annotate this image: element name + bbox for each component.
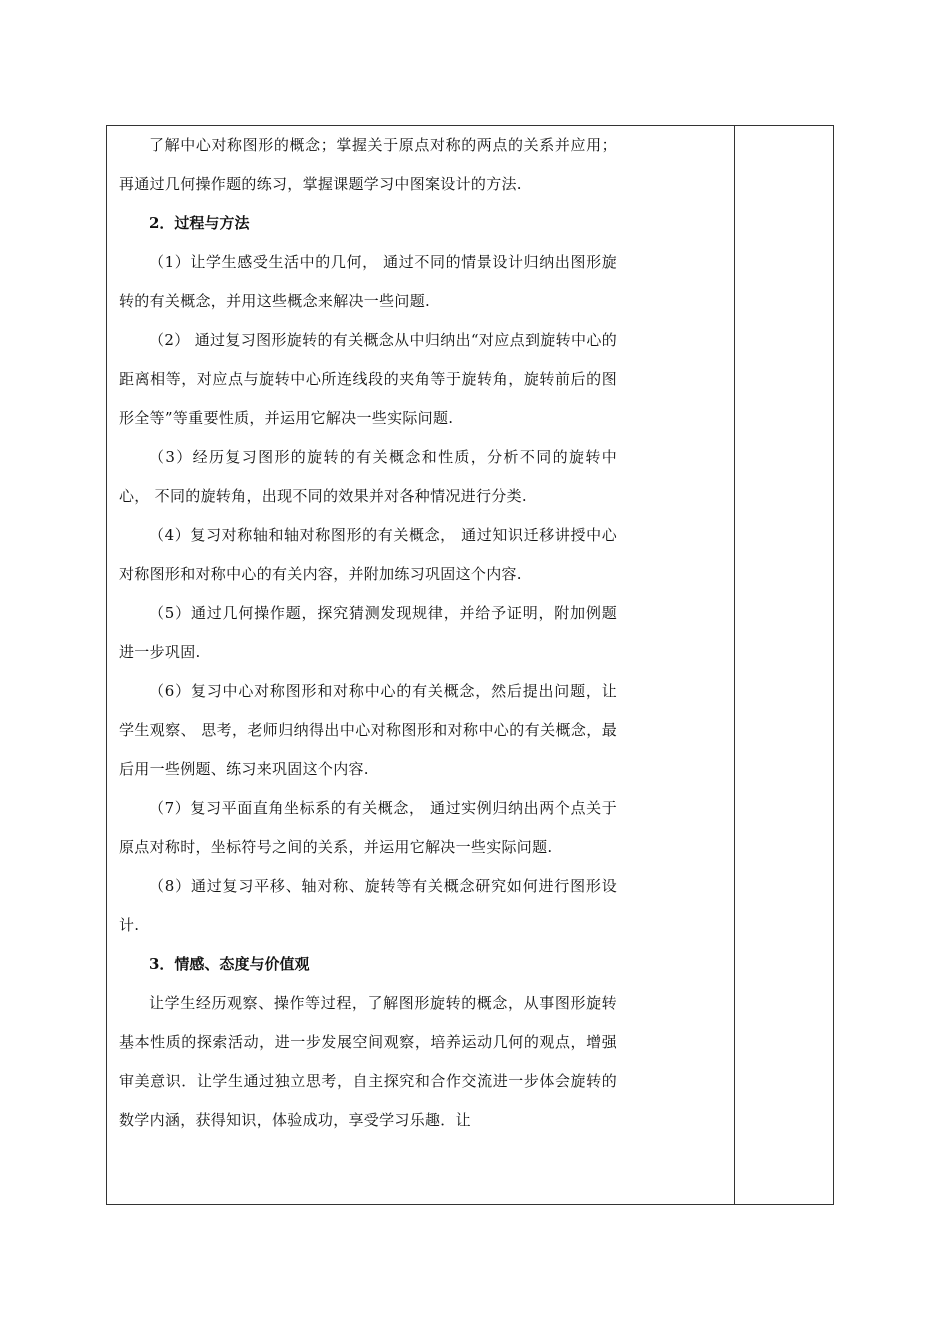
intro-paragraph: 了解中心对称图形的概念；掌握关于原点对称的两点的关系并应用；再通过几何操作题的练习，掌握课题学习中图案设计的方法.	[119, 136, 617, 193]
notes-cell	[735, 126, 833, 1204]
final-paragraph: 让学生经历观察、操作等过程，了解图形旋转的概念，从事图形旋转基本性质的探索活动，进一步发展空间观察，培养运动几何的观点，增强审美意识．让学生通过独立思考，自主探究和合作交流进一步体会旋转的数学内涵，获得知识，体验成功，享受学习乐趣．让	[119, 994, 617, 1129]
lesson-plan-table	[106, 125, 834, 1205]
paragraph-3: （3）经历复习图形的旋转的有关概念和性质，分析不同的旋转中心， 不同的旋转角，出现不同的效果并对各种情况进行分类.	[119, 448, 617, 505]
section-heading-emotion-attitude: 3．情感、态度与价值观	[149, 955, 310, 973]
paragraph-1: （1）让学生感受生活中的几何， 通过不同的情景设计归纳出图形旋转的有关概念，并用这些概念来解决一些问题.	[119, 253, 617, 310]
paragraph-6: （6）复习中心对称图形和对称中心的有关概念，然后提出问题，让学生观察、 思考，老师归纳得出中心对称图形和对称中心的有关概念，最后用一些例题、练习来巩固这个内容.	[119, 682, 617, 778]
paragraph-8: （8）通过复习平移、轴对称、旋转等有关概念研究如何进行图形设计.	[119, 877, 617, 934]
paragraph-5: （5）通过几何操作题，探究猜测发现规律，并给予证明，附加例题进一步巩固.	[119, 604, 617, 661]
content-cell	[107, 126, 627, 1204]
section-heading-process-method: 2．过程与方法	[149, 214, 250, 232]
paragraph-7: （7）复习平面直角坐标系的有关概念， 通过实例归纳出两个点关于原点对称时，坐标符号之间的关系，并运用它解决一些实际问题.	[119, 799, 617, 856]
paragraph-4: （4）复习对称轴和轴对称图形的有关概念， 通过知识迁移讲授中心对称图形和对称中心的有关内容，并附加练习巩固这个内容.	[119, 526, 617, 583]
paragraph-2: （2） 通过复习图形旋转的有关概念从中归纳出“对应点到旋转中心的距离相等，对应点与旋转中心所连线段的夹角等于旋转角，旋转前后的图形全等”等重要性质，并运用它解决一些实际问题.	[119, 331, 617, 427]
